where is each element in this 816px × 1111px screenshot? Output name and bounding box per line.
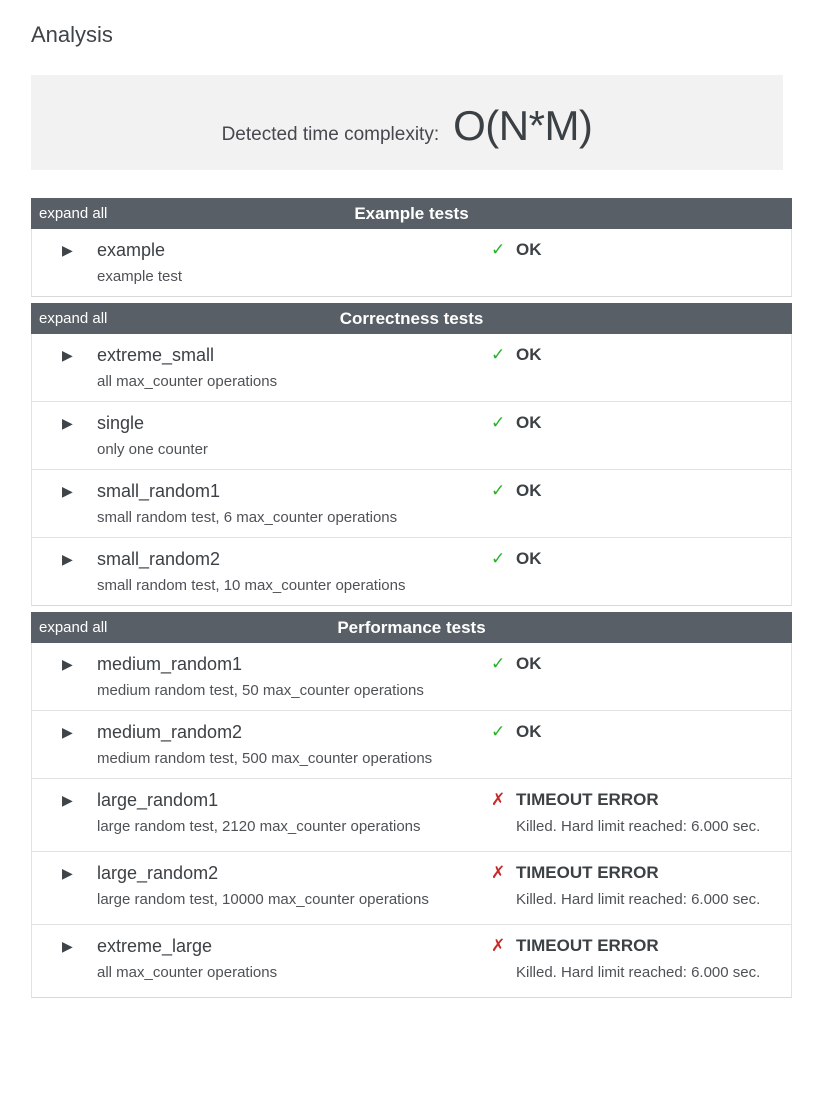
test-row (32, 537, 791, 605)
status-line (491, 788, 785, 812)
expand-arrow-icon[interactable]: ▶ (62, 483, 73, 499)
test-row-left (32, 720, 491, 769)
status-icon: ✗ (491, 790, 506, 809)
test-description: example test (97, 268, 183, 285)
test-row-status (491, 934, 791, 988)
expand-all-link[interactable]: expand all (39, 205, 108, 222)
test-name-block (97, 934, 277, 988)
test-name: large_random2 (97, 863, 219, 883)
test-row (32, 643, 791, 710)
status-line (491, 652, 785, 676)
expand-all-link[interactable]: expand all (39, 310, 108, 327)
status-line (491, 343, 785, 367)
test-row-status (491, 720, 791, 769)
status-icon: ✓ (491, 413, 506, 432)
status-icon: ✓ (491, 549, 506, 568)
expand-arrow-icon[interactable]: ▶ (62, 724, 73, 740)
test-row (32, 401, 791, 469)
status-line (491, 547, 785, 571)
test-name-block (97, 479, 397, 528)
expand-arrow-icon[interactable]: ▶ (62, 415, 73, 431)
test-row-left (32, 547, 491, 596)
status-line (491, 934, 785, 958)
expand-arrow-icon[interactable]: ▶ (62, 938, 73, 954)
test-description: all max_counter operations (97, 964, 278, 981)
test-name: large_random1 (97, 790, 219, 810)
test-section-1 (31, 303, 792, 606)
section-title: Performance tests (337, 617, 486, 637)
test-row (32, 334, 791, 401)
expand-all-link[interactable]: expand all (39, 619, 108, 636)
test-description: small random test, 6 max_counter operations (97, 509, 398, 526)
status-label: TIMEOUT ERROR (516, 790, 659, 809)
test-description: large random test, 10000 max_counter operations (97, 891, 429, 908)
test-row-status (491, 861, 791, 915)
test-name: small_random1 (97, 481, 221, 501)
section-title: Example tests (354, 203, 469, 223)
test-name: small_random2 (97, 549, 221, 569)
test-description: medium random test, 500 max_counter operations (97, 750, 433, 767)
section-header (31, 198, 792, 229)
test-row (32, 710, 791, 778)
test-name-block (97, 411, 208, 460)
test-name-block (97, 861, 429, 915)
status-label: OK (516, 722, 542, 741)
test-section-0 (31, 198, 792, 297)
status-label: TIMEOUT ERROR (516, 863, 659, 882)
test-name: single (97, 413, 145, 433)
test-name: medium_random1 (97, 654, 243, 674)
status-icon: ✓ (491, 240, 506, 259)
test-row (32, 924, 791, 997)
test-sections-container (31, 198, 792, 998)
expand-arrow-icon[interactable]: ▶ (62, 865, 73, 881)
status-icon: ✗ (491, 863, 506, 882)
status-label: OK (516, 654, 542, 673)
test-description: large random test, 2120 max_counter operations (97, 818, 421, 835)
test-name: extreme_large (97, 936, 213, 956)
status-icon: ✓ (491, 345, 506, 364)
section-body (31, 334, 792, 606)
section-title: Correctness tests (339, 308, 484, 328)
status-icon: ✓ (491, 481, 506, 500)
status-line (491, 411, 785, 435)
status-description: Killed. Hard limit reached: 6.000 sec. (516, 818, 761, 835)
status-line (491, 479, 785, 503)
status-line (491, 720, 785, 744)
status-label: OK (516, 240, 542, 259)
test-row-left (32, 238, 491, 287)
status-label: OK (516, 413, 542, 432)
test-description: only one counter (97, 441, 208, 458)
status-label: TIMEOUT ERROR (516, 936, 659, 955)
test-row-status (491, 238, 791, 287)
test-row-left (32, 479, 491, 528)
test-row (32, 778, 791, 851)
status-label: OK (516, 345, 542, 364)
expand-arrow-icon[interactable]: ▶ (62, 792, 73, 808)
test-row-left (32, 788, 491, 842)
test-name-block (97, 720, 432, 769)
test-row-status (491, 788, 791, 842)
test-row-left (32, 411, 491, 460)
complexity-label: Detected time complexity: (221, 124, 440, 145)
expand-arrow-icon[interactable]: ▶ (62, 656, 73, 672)
test-description: all max_counter operations (97, 373, 278, 390)
status-icon: ✓ (491, 722, 506, 741)
complexity-value: O(N*M) (453, 102, 593, 149)
expand-arrow-icon[interactable]: ▶ (62, 242, 73, 258)
section-header (31, 612, 792, 643)
expand-arrow-icon[interactable]: ▶ (62, 347, 73, 363)
expand-arrow-icon[interactable]: ▶ (62, 551, 73, 567)
status-description: Killed. Hard limit reached: 6.000 sec. (516, 891, 761, 908)
test-name: extreme_small (97, 345, 215, 365)
complexity-panel (31, 75, 783, 170)
test-description: small random test, 10 max_counter operations (97, 577, 406, 594)
status-line (491, 238, 785, 262)
test-row (32, 469, 791, 537)
test-row-left (32, 934, 491, 988)
status-line (491, 861, 785, 885)
test-row (32, 229, 791, 296)
test-section-2 (31, 612, 792, 998)
status-description: Killed. Hard limit reached: 6.000 sec. (516, 964, 761, 981)
status-label: OK (516, 481, 542, 500)
page-title: Analysis (31, 22, 113, 47)
status-label: OK (516, 549, 542, 568)
status-icon: ✗ (491, 936, 506, 955)
test-description: medium random test, 50 max_counter operations (97, 682, 424, 699)
status-icon: ✓ (491, 654, 506, 673)
test-row-status (491, 343, 791, 392)
test-name-block (97, 343, 277, 392)
test-row-status (491, 652, 791, 701)
test-row-left (32, 861, 491, 915)
test-name: example (97, 240, 166, 260)
test-row-status (491, 547, 791, 596)
test-name-block (97, 652, 424, 701)
test-name: medium_random2 (97, 722, 243, 742)
section-body (31, 643, 792, 998)
test-row-left (32, 652, 491, 701)
test-name-block (97, 238, 182, 287)
test-row-status (491, 411, 791, 460)
test-name-block (97, 788, 421, 842)
test-row (32, 851, 791, 924)
section-header (31, 303, 792, 334)
test-row-left (32, 343, 491, 392)
test-name-block (97, 547, 406, 596)
section-body (31, 229, 792, 297)
test-row-status (491, 479, 791, 528)
